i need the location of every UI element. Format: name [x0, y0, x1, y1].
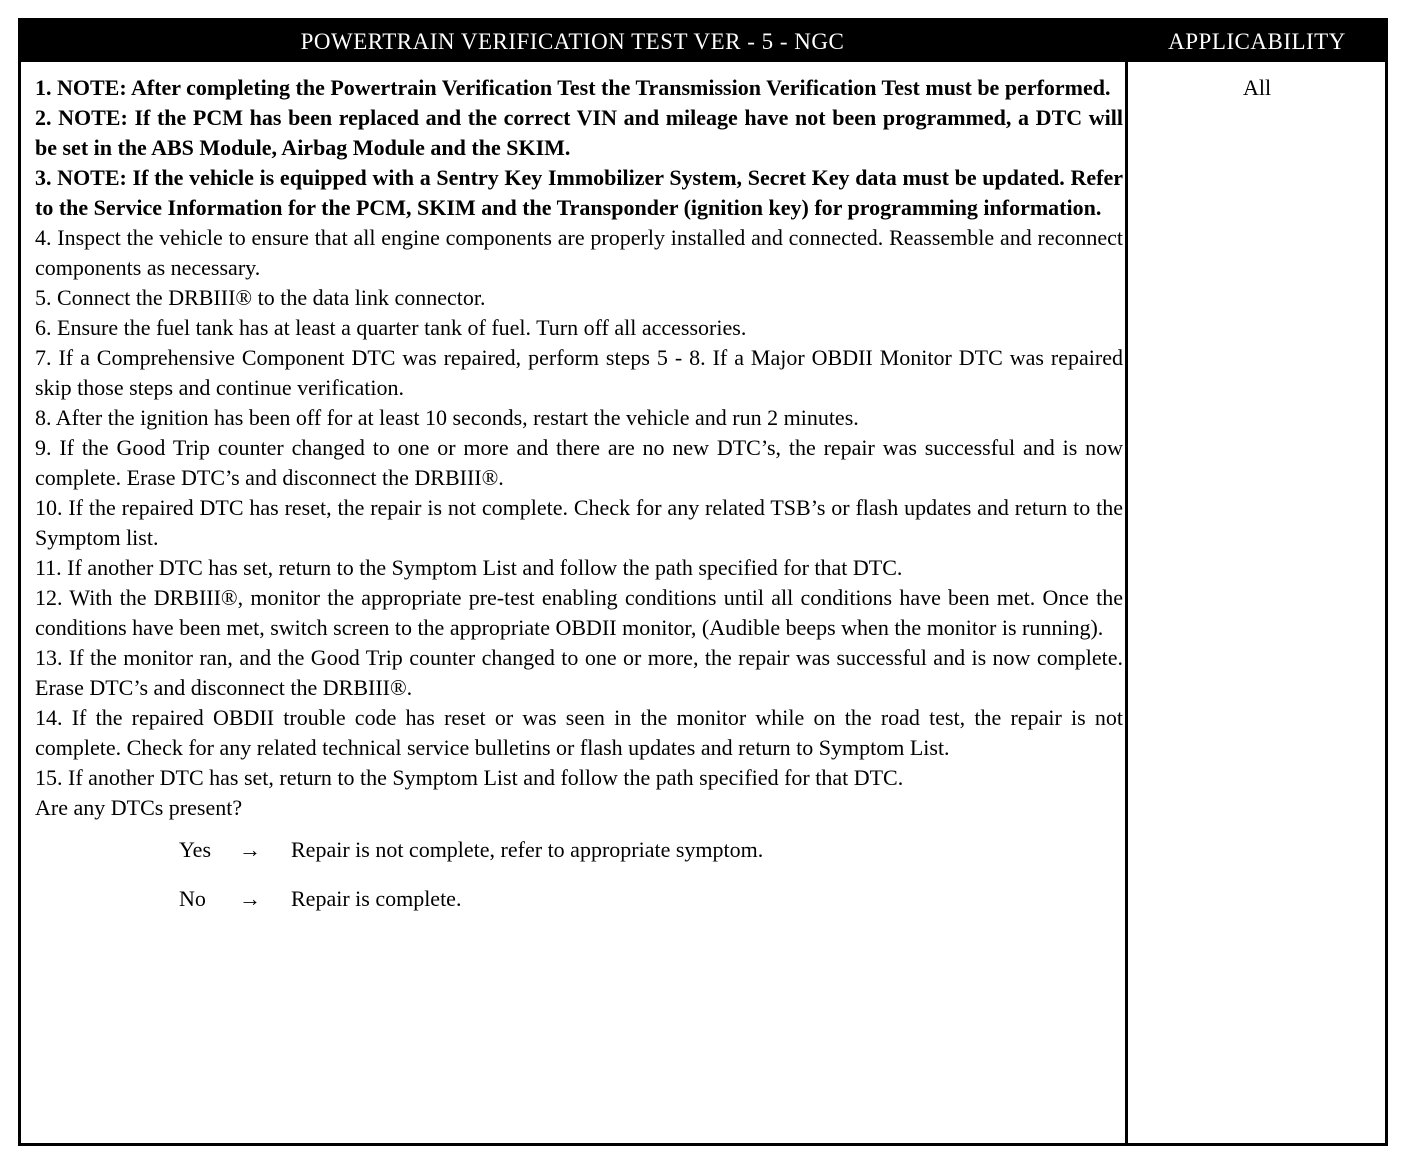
step-3: 3. NOTE: If the vehicle is equipped with a Sentry Key Immobilizer System, Secret Key data must be updated. Refer to the Service Information for the PCM, SKIM and the Transponder (ignition key) for programming information. [35, 165, 1123, 220]
step-14: 14. If the repaired OBDII trouble code has reset or was seen in the monitor while on the road test, the repair is not complete. Check for any related technical service bulletins or flash updates and return to Symptom List. [35, 705, 1123, 760]
arrow-right-icon: → [239, 886, 261, 911]
step-7: 7. If a Comprehensive Component DTC was repaired, perform steps 5 - 8. If a Major OBDII Monitor DTC was repaired skip those steps and continue verification. [35, 345, 1123, 400]
verification-test-table [18, 18, 1388, 1146]
answer-no-label: No [179, 886, 206, 911]
step-4: 4. Inspect the vehicle to ensure that all engine components are properly installed and connected. Reassemble and reconnect components as necessary. [35, 225, 1123, 280]
step-1: 1. NOTE: After completing the Powertrain Verification Test the Transmission Verification Test must be performed. [35, 75, 1111, 100]
arrow-right-icon: → [239, 837, 261, 862]
step-13: 13. If the monitor ran, and the Good Trip counter changed to one or more, the repair was successful and is now complete. Erase DTC’s and disconnect the DRBIII®. [35, 645, 1123, 700]
step-11: 11. If another DTC has set, return to the Symptom List and follow the path specified for that DTC. [35, 555, 903, 580]
answer-options [35, 835, 1123, 933]
step-9: 9. If the Good Trip counter changed to one or more and there are no new DTC’s, the repair was successful and is now complete. Erase DTC’s and disconnect the DRBIII®. [35, 435, 1123, 490]
answer-yes-text: Repair is not complete, refer to appropriate symptom. [291, 837, 764, 862]
step-5: 5. Connect the DRBIII® to the data link connector. [35, 285, 486, 310]
answer-no-text: Repair is complete. [291, 886, 462, 911]
test-title: POWERTRAIN VERIFICATION TEST VER - 5 - NGC [300, 29, 845, 54]
applicability-value: All [1242, 75, 1272, 100]
dtc-question: Are any DTCs present? [35, 795, 243, 820]
step-10: 10. If the repaired DTC has reset, the repair is not complete. Check for any related TSB’s or flash updates and return to the Symptom list. [35, 495, 1123, 550]
step-6: 6. Ensure the fuel tank has at least a quarter tank of fuel. Turn off all accessories. [35, 315, 747, 340]
column-divider [1125, 62, 1128, 1143]
applicability-header: APPLICABILITY [1168, 29, 1346, 54]
step-8: 8. After the ignition has been off for at least 10 seconds, restart the vehicle and run 2 minutes. [35, 405, 859, 430]
step-15: 15. If another DTC has set, return to the Symptom List and follow the path specified for that DTC. [35, 765, 904, 790]
answer-no [179, 884, 1123, 933]
answer-yes-label: Yes [179, 837, 212, 862]
test-steps [35, 73, 1123, 933]
step-2: 2. NOTE: If the PCM has been replaced and the correct VIN and mileage have not been programmed, a DTC will be set in the ABS Module, Airbag Module and the SKIM. [35, 105, 1123, 160]
table-header [21, 21, 1385, 62]
step-12: 12. With the DRBIII®, monitor the appropriate pre-test enabling conditions until all conditions have been met. Once the conditions have been met, switch screen to the appropriate OBDII monitor, (Audible beeps when the monitor is running). [35, 585, 1123, 640]
answer-yes [179, 835, 1123, 884]
